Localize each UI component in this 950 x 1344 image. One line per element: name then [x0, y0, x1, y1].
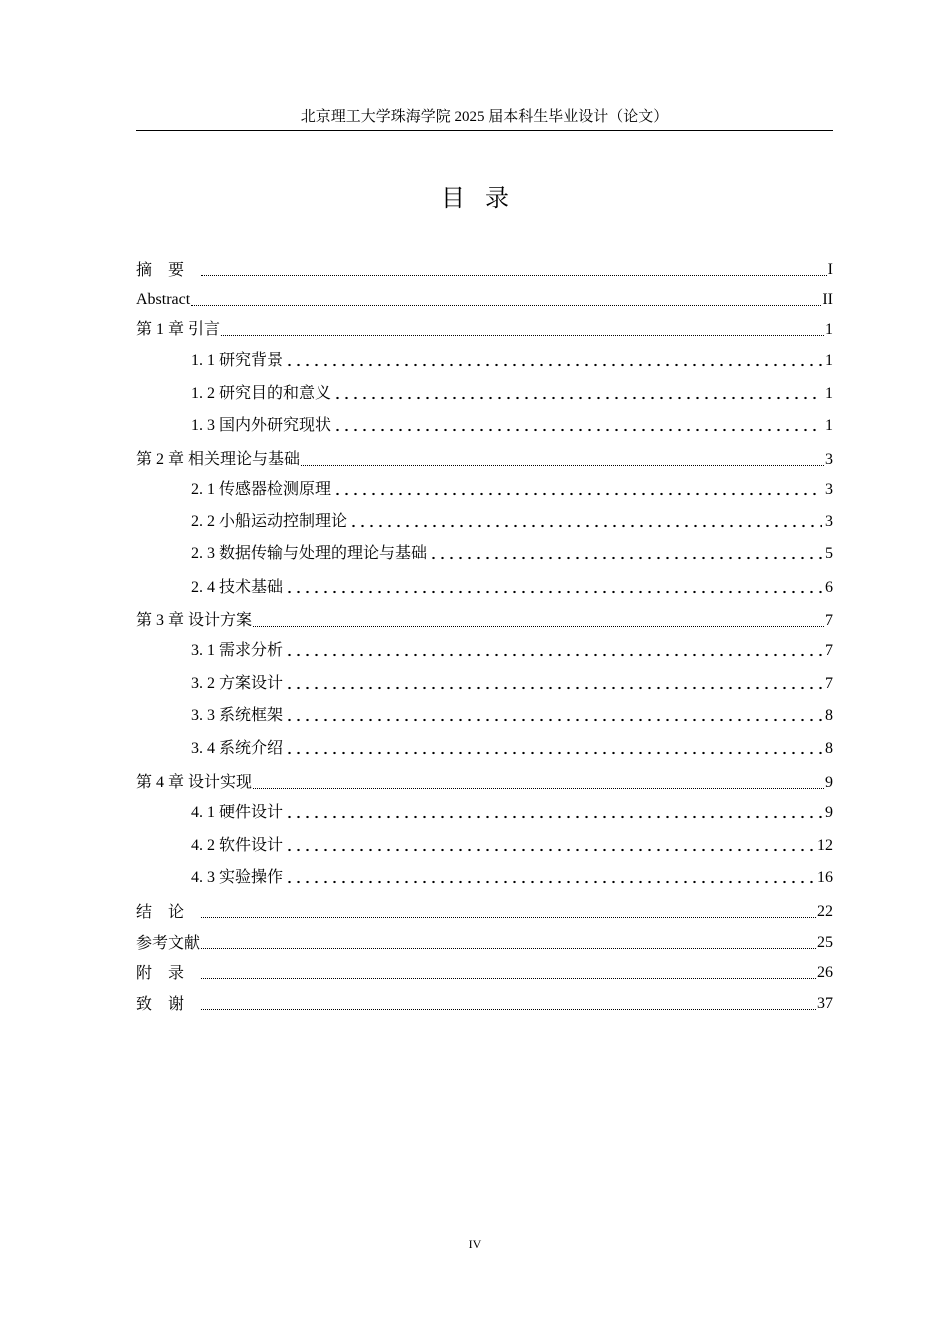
toc-entry-page: 26: [817, 964, 833, 981]
toc-entry-label: 1. 1 研究背景: [191, 352, 284, 369]
toc-entry-section-2-4[interactable]: [191, 574, 833, 598]
page-header: [136, 104, 833, 131]
toc-entry-page: 1: [825, 321, 833, 338]
toc-entry-section-1-1[interactable]: [191, 347, 833, 371]
toc-entry-label: Abstract: [136, 291, 191, 308]
toc-entry-section-4-3[interactable]: [191, 864, 833, 888]
toc-entry-label: 2. 4 技术基础: [191, 579, 284, 596]
toc-entry-page: I: [827, 261, 833, 278]
dot-leader: [201, 948, 816, 949]
dot-leader: [201, 917, 816, 918]
toc-entry-page: 1: [825, 352, 833, 369]
dot-leader: [349, 524, 822, 528]
toc-entry-page: 6: [825, 579, 833, 596]
toc-entry-page: 25: [817, 934, 833, 951]
toc-entry-section-2-1[interactable]: [191, 476, 833, 500]
toc-entry-label: 结论: [136, 902, 201, 921]
toc-entry-appendix[interactable]: [136, 959, 833, 983]
toc-entry-label: 第 2 章 相关理论与基础: [136, 451, 301, 468]
toc-entry-label: 3. 4 系统介绍: [191, 740, 284, 757]
toc-entry-label: 4. 1 硬件设计: [191, 804, 284, 821]
dot-leader: [201, 978, 816, 979]
toc-entry-page: 7: [825, 642, 833, 659]
toc-entry-page: 3: [825, 513, 833, 530]
dot-leader: [285, 686, 822, 690]
dot-leader: [333, 492, 822, 496]
toc-entry-page: 9: [825, 804, 833, 821]
toc-entry-section-4-1[interactable]: [191, 799, 833, 823]
toc-entry-page: 7: [825, 612, 833, 629]
toc-entry-page: 12: [817, 837, 833, 854]
dot-leader: [285, 815, 822, 819]
dot-leader: [285, 751, 822, 755]
dot-leader: [285, 718, 822, 722]
toc-entry-page: 22: [817, 903, 833, 920]
toc-entry-page: 1: [825, 417, 833, 434]
toc-entry-acknowledgements[interactable]: [136, 990, 833, 1014]
toc-entry-label: 摘要: [136, 260, 201, 279]
toc-entry-chapter-4[interactable]: [136, 769, 833, 793]
page-number: IV: [468, 1237, 482, 1251]
toc-entry-references[interactable]: [136, 929, 833, 953]
toc-entry-label: 参考文献: [136, 933, 201, 952]
dot-leader: [285, 590, 822, 594]
dot-leader: [285, 848, 814, 852]
toc-entry-page: 3: [825, 481, 833, 498]
toc-title: 目录: [441, 184, 529, 212]
toc-entry-label: 2. 2 小船运动控制理论: [191, 513, 348, 530]
toc-entry-page: II: [822, 291, 833, 308]
toc-entry-section-1-3[interactable]: [191, 412, 833, 436]
dot-leader: [201, 275, 827, 276]
toc-entry-label: 第 3 章 设计方案: [136, 612, 253, 629]
toc-entry-page: 5: [825, 545, 833, 562]
toc-entry-page: 16: [817, 869, 833, 886]
toc-entry-page: 8: [825, 707, 833, 724]
dot-leader: [429, 556, 822, 560]
toc-entry-label: 2. 1 传感器检测原理: [191, 481, 332, 498]
toc-entry-label: 致谢: [136, 994, 201, 1013]
toc-entry-label: 3. 1 需求分析: [191, 642, 284, 659]
toc-entry-label: 4. 2 软件设计: [191, 837, 284, 854]
toc-entry-label: 3. 2 方案设计: [191, 675, 284, 692]
dot-leader: [253, 626, 824, 627]
dot-leader: [253, 788, 824, 789]
toc-entry-label: 第 4 章 设计实现: [136, 774, 253, 791]
toc-entry-abstract-cn[interactable]: [136, 256, 833, 280]
toc-entry-label: 1. 2 研究目的和意义: [191, 385, 332, 402]
toc-entry-section-3-2[interactable]: [191, 670, 833, 694]
toc-entry-section-3-4[interactable]: [191, 735, 833, 759]
toc-entry-page: 7: [825, 675, 833, 692]
header-text: 北京理工大学珠海学院 2025 届本科生毕业设计（论文）: [300, 109, 669, 125]
toc-entry-page: 37: [817, 995, 833, 1012]
toc-entry-section-3-3[interactable]: [191, 702, 833, 726]
toc-entry-label: 第 1 章 引言: [136, 321, 221, 338]
toc-entry-label: 附录: [136, 963, 201, 982]
toc-entry-chapter-2[interactable]: [136, 446, 833, 470]
dot-leader: [191, 305, 821, 306]
toc-entry-section-4-2[interactable]: [191, 832, 833, 856]
toc-entry-page: 8: [825, 740, 833, 757]
toc-entry-page: 1: [825, 385, 833, 402]
toc-entry-label: 2. 3 数据传输与处理的理论与基础: [191, 545, 428, 562]
toc-entry-section-2-2[interactable]: [191, 508, 833, 532]
toc-entry-page: 3: [825, 451, 833, 468]
toc-entry-label: 1. 3 国内外研究现状: [191, 417, 332, 434]
dot-leader: [285, 880, 814, 884]
dot-leader: [221, 335, 824, 336]
toc-entry-chapter-1[interactable]: [136, 316, 833, 340]
toc-entry-chapter-3[interactable]: [136, 607, 833, 631]
toc-entry-section-3-1[interactable]: [191, 637, 833, 661]
dot-leader: [201, 1009, 816, 1010]
dot-leader: [333, 428, 822, 432]
toc-entry-section-2-3[interactable]: [191, 540, 833, 564]
dot-leader: [301, 465, 824, 466]
toc-entry-label: 3. 3 系统框架: [191, 707, 284, 724]
toc-entry-conclusion[interactable]: [136, 898, 833, 922]
toc-entry-abstract-en[interactable]: [136, 286, 833, 310]
toc-entry-label: 4. 3 实验操作: [191, 869, 284, 886]
dot-leader: [333, 396, 822, 400]
toc-entry-page: 9: [825, 774, 833, 791]
toc-entry-section-1-2[interactable]: [191, 380, 833, 404]
dot-leader: [285, 653, 822, 657]
dot-leader: [285, 363, 822, 367]
